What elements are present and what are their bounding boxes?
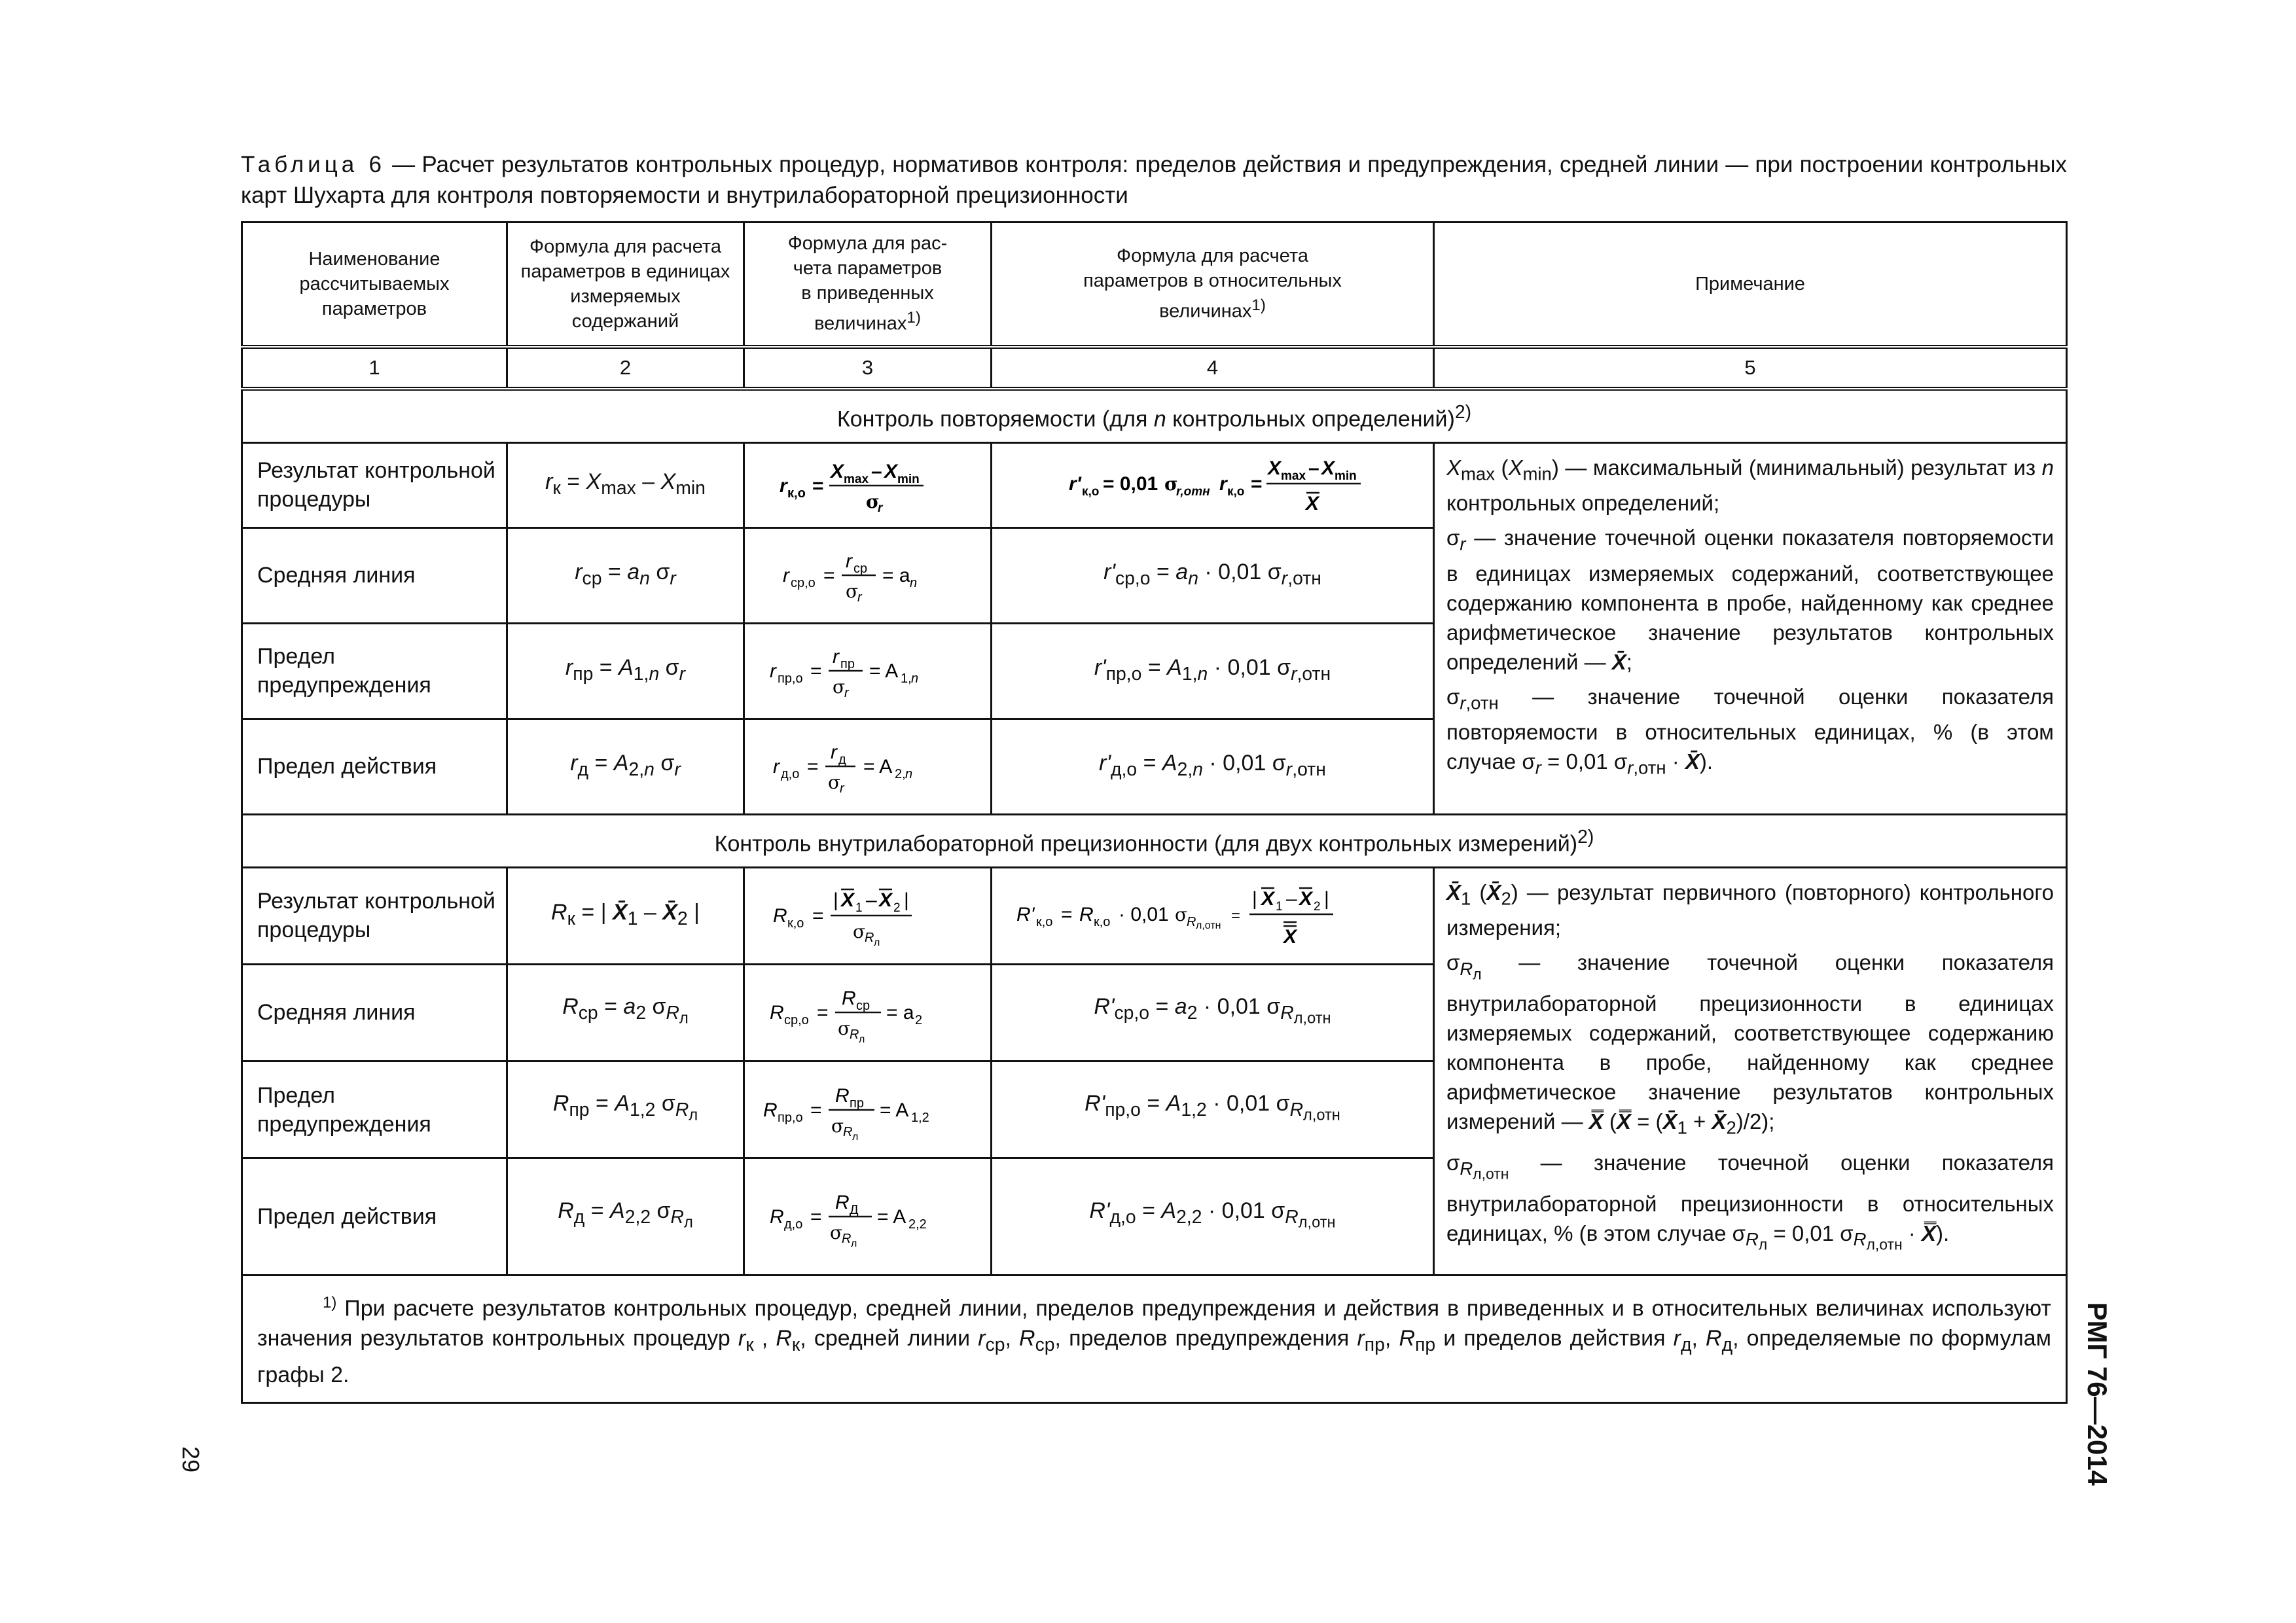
svg-text:R: R [849,1027,859,1043]
svg-text:2: 2 [1313,900,1321,914]
svg-text:= a: = a [882,565,910,586]
svg-text:min: min [897,473,920,486]
param-name: Средняя линия [242,527,507,623]
svg-text:R: R [772,905,787,927]
svg-text:л: л [850,1238,857,1250]
svg-text:X: X [1305,493,1319,514]
note-paragraph: $X̄_1$ $(X̄_2)$ — результат первичного (повторного) контрольного измерения; [1446,880,2054,940]
formula-svg [763,1077,973,1143]
formula-svg [770,980,966,1045]
formula-reduced [744,623,992,719]
svg-text:д,о: д,о [783,1217,802,1232]
svg-text:R: R [841,988,856,1010]
svg-text:R: R [762,1099,778,1121]
svg-text:л: л [873,937,880,949]
formula-reduced [744,1061,992,1158]
table-label: Таблица 6 [241,152,386,177]
column-number-row [242,347,2067,389]
svg-text:л: л [858,1034,865,1046]
svg-text:r: r [844,686,849,700]
svg-text:д,о: д,о [780,767,799,781]
svg-text:–: – [865,889,877,912]
svg-text:σ: σ [829,1222,842,1244]
svg-text:=: = [810,1206,822,1228]
svg-text:|: | [1323,888,1329,910]
svg-text:= A: = A [879,1099,908,1121]
section-title: Контроль повторяемости (для n контрольных определений)$^{2)}$ [242,389,2067,443]
formula-relative: $R'_{д,о} = A_{2,2} \cdot 0,01$ $\sigma_{R_{л,отн}}$ [992,1158,1434,1275]
svg-text:2,: 2, [894,767,906,781]
svg-text:=: = [806,756,819,777]
table-row [242,867,2067,964]
table-title: — Расчет результатов контрольных процедур, нормативов контроля: пределов действия и предупреждения, средней линии — при построении контрольных карт Шухарта для контроля повторяемости и внутрилабораторной прецизионности [241,152,2067,208]
svg-text:σ: σ [1174,904,1187,926]
svg-text:· 0,01: · 0,01 [1118,904,1169,926]
svg-text:r: r [845,550,852,572]
svg-text:σ: σ [865,491,880,512]
header-cell: Формула для расчета параметров в единицах измеряемых содержаний [507,223,744,347]
svg-text:2,2: 2,2 [908,1217,927,1232]
document-code: РМГ 76—2014 [2082,1302,2113,1486]
calculation-table [241,221,2068,1404]
formula-svg [1003,882,1422,950]
formula-reduced [744,527,992,623]
section-title: Контроль внутрилабораторной прецизионности (для двух контрольных измерений)$^{2)}$ [242,814,2067,867]
formula-absolute: $r_{пр} = A_{1,n}$ $\sigma_r$ [507,623,744,719]
formula-relative: $R'_{ср,о} = a_2 \cdot 0,01$ $\sigma_{R_{л,отн}}$ [992,964,1434,1061]
formula-relative: $r'_{ср,о} = a_n \cdot 0,01$ $\sigma_{r,отн}$ [992,527,1434,623]
svg-text:=: = [810,660,822,682]
formula-reduced [744,964,992,1061]
svg-text:к,о: к,о [1093,915,1110,930]
note-paragraph: $\sigma_r$ — значение точечной оценки показателя повторяемости в единицах измеряемых содержаний, соответствующее содержанию компонента в пробе, найденному как среднее арифметическое значение результатов контрольных определений — X̄; [1446,526,2054,674]
svg-text:X: X [1261,888,1274,910]
svg-text:r: r [769,660,776,682]
svg-text:X: X [1283,926,1297,948]
svg-text:r: r [839,781,844,796]
svg-text:л: л [852,1131,858,1143]
note-paragraph: $X_{max}$ $(X_{min})$ — максимальный (минимальный) результат из n контрольных определений; [1446,455,2054,516]
svg-text:R': R' [1016,904,1034,926]
svg-text:1: 1 [855,901,863,916]
svg-text:X: X [1299,888,1312,910]
svg-text:X: X [1267,457,1281,479]
svg-text:пр: пр [849,1096,864,1111]
svg-text:= a: = a [886,1002,914,1024]
svg-text:R: R [842,1124,852,1139]
svg-text:д: д [838,753,846,767]
formula-svg [770,639,966,702]
svg-text:R: R [769,1002,784,1024]
svg-text:σ: σ [1164,473,1178,495]
page-number: 29 [177,1446,204,1473]
formula-svg [773,883,963,948]
header-row [242,223,2067,347]
svg-text:r: r [779,475,787,497]
formula-absolute: $R_д = A_{2,2}$ $\sigma_{R_л}$ [507,1158,744,1275]
note-precision [1434,867,2067,1275]
svg-text:σ: σ [845,580,858,602]
svg-text:max: max [1280,469,1306,483]
svg-text:=: = [1250,473,1263,495]
svg-text:r': r' [1068,473,1081,495]
param-name: Предел предупреждения [242,1061,507,1158]
svg-text:=: = [810,1099,822,1121]
svg-text:1,2: 1,2 [910,1110,929,1125]
svg-text:= A: = A [869,660,898,682]
formula-reduced [744,442,992,527]
svg-text:r,отн: r,отн [1175,485,1210,499]
header-cell: Наименование рассчитываемых параметров [242,223,507,347]
note-paragraph: $\sigma_{R_л}$ — значение точечной оценки показателя внутрилабораторной прецизионности в единицах измеряемых содержаний, соответствующее содержанию компонента в пробе, найденному как среднее арифметическое значение результатов контрольных измерений — X̿ (X̿ = ($X̄_1$ + $X̄_2)/2$); [1446,950,2054,1138]
svg-text:=: = [816,1002,829,1024]
svg-text:r: r [772,756,780,777]
svg-text:R: R [864,931,874,946]
param-name: Результат контрольной процедуры [242,442,507,527]
svg-text:к,о: к,о [787,486,806,501]
table-container [241,221,2066,1388]
svg-text:R: R [769,1206,784,1228]
svg-text:X: X [1321,457,1335,479]
param-name: Предел действия [242,1158,507,1275]
svg-text:n: n [910,671,918,686]
param-name: Предел предупреждения [242,623,507,719]
formula-svg [773,735,963,798]
svg-text:r: r [832,646,839,668]
svg-text:2: 2 [893,901,901,916]
formula-reduced [744,1158,992,1275]
svg-text:σ: σ [831,1115,844,1137]
param-name: Предел действия [242,719,507,814]
formula-absolute: $r_{ср} = a_n$ $\sigma_r$ [507,527,744,623]
svg-text:к,о: к,о [787,916,804,931]
formula-svg [1030,452,1396,518]
formula-svg [780,455,956,514]
svg-text:1,: 1, [900,671,912,686]
section-header-precision [242,814,2067,867]
formula-reduced [744,719,992,814]
svg-text:R: R [1079,904,1094,926]
svg-text:ср,о: ср,о [790,576,816,590]
svg-text:σ: σ [837,1018,850,1040]
svg-text:=: = [1060,904,1073,926]
svg-text:R: R [1186,915,1196,930]
svg-text:r: r [877,501,882,514]
footnote: $^{1)}$ При расчете результатов контрольных процедур, средней линии, пределов предупреждения и действия в приведенных и в относительных величинах используют значения результатов контрольных процедур $r_к$ , $R_к$, средней линии $r_{ср}$, $R_{ср}$, пределов предупреждения $r_{пр}$, $R_{пр}$ и пределов действия $r_д$, $R_д$, определяемые по формулам графы 2. [242,1275,2067,1402]
svg-text:X: X [840,889,854,912]
formula-absolute: $r_к = X_{max} - X_{min}$ [507,442,744,527]
svg-text:r: r [857,590,862,605]
svg-text:ср,о: ср,о [783,1013,809,1028]
svg-text:X: X [884,461,897,482]
svg-text:пр,о: пр,о [777,1110,803,1125]
svg-text:к,о: к,о [1035,915,1052,930]
svg-text:max: max [843,473,869,486]
param-name: Средняя линия [242,964,507,1061]
formula-absolute: $R_{ср} = a_2$ $\sigma_{R_л}$ [507,964,744,1061]
svg-text:R: R [834,1192,850,1214]
svg-text:= 0,01: = 0,01 [1102,473,1158,495]
formula-relative: $r'_{пр,о} = A_{1,n} \cdot 0,01$ $\sigma_{r,отн}$ [992,623,1434,719]
svg-text:=: = [1230,907,1240,925]
svg-text:n: n [905,767,912,781]
svg-text:1: 1 [1275,900,1283,914]
header-cell: Примечание [1434,223,2067,347]
svg-text:σ: σ [832,676,845,698]
table-caption [241,149,2067,211]
svg-text:X: X [830,461,844,482]
note-paragraph: $\sigma_{r,отн}$ — значение точечной оценки показателя повторяемости в относительных единицах, % (в этом случае $\sigma_r = 0,01$ $\sigma_{r,отн}$ · X̄). [1446,684,2054,778]
svg-text:Д: Д [849,1203,859,1218]
svg-text:R: R [834,1084,850,1107]
column-number: 4 [992,347,1434,389]
svg-text:пр,о: пр,о [777,671,803,686]
svg-text:–: – [870,461,882,482]
svg-text:к,о: к,о [1081,485,1099,499]
column-number: 3 [744,347,992,389]
column-number: 5 [1434,347,2067,389]
formula-reduced [744,867,992,964]
svg-text:|: | [1251,888,1257,910]
svg-text:пр: пр [840,657,855,671]
formula-svg [770,1184,966,1249]
svg-text:σ: σ [852,921,865,943]
svg-text:–: – [1285,888,1297,910]
svg-text:r: r [830,741,837,763]
column-number: 2 [507,347,744,389]
formula-svg [783,544,953,607]
svg-text:=: = [812,905,824,927]
svg-text:= A: = A [876,1206,906,1228]
header-cell: Формула для расчета параметров в относительных величинах$^{1)}$ [992,223,1434,347]
svg-text:r: r [782,565,789,586]
svg-text:ср: ср [855,999,870,1014]
footnote-row [242,1275,2067,1402]
note-paragraph: $\sigma_{R_{л,отн}}$ — значение точечной оценки показателя внутрилабораторной прецизионности в относительных единицах, % (в этом случае $\sigma_{R_л} = 0,01$ $\sigma_{R_{л,отн}}$ · X̿). [1446,1150,2054,1253]
svg-text:–: – [1308,457,1319,479]
svg-text:л,отн: л,отн [1195,920,1221,932]
table-row [242,442,2067,527]
svg-text:= A: = A [863,756,892,777]
formula-relative [992,867,1434,964]
svg-text:2: 2 [914,1013,922,1028]
formula-relative [992,442,1434,527]
header-cell: Формула для рас- чета параметров в приведенных величинах$^{1)}$ [744,223,992,347]
section-header-repeatability [242,389,2067,443]
formula-absolute: $R_{пр} = A_{1,2}$ $\sigma_{R_л}$ [507,1061,744,1158]
svg-text:n: n [909,576,917,590]
svg-text:=: = [812,475,824,497]
svg-text:к,о: к,о [1227,485,1244,499]
svg-text:X: X [878,889,892,912]
column-number: 1 [242,347,507,389]
svg-text:|: | [903,889,909,912]
svg-text:ср: ср [853,562,867,576]
svg-text:|: | [833,889,838,912]
formula-relative: $r'_{д,о} = A_{2,n} \cdot 0,01$ $\sigma_{r,отн}$ [992,719,1434,814]
svg-text:=: = [823,565,835,586]
note-repeatability [1434,442,2067,814]
formula-absolute: $R_к$ = | $X̄_1$ – $X̄_2$ | [507,867,744,964]
param-name: Результат контрольной процедуры [242,867,507,964]
svg-text:min: min [1334,469,1357,483]
formula-relative: $R'_{пр,о} = A_{1,2} \cdot 0,01$ $\sigma_{R_{л,отн}}$ [992,1061,1434,1158]
formula-absolute: $r_д = A_{2,n}$ $\sigma_r$ [507,719,744,814]
svg-text:r: r [1219,473,1227,495]
svg-text:R: R [841,1232,851,1247]
svg-text:σ: σ [827,772,840,793]
